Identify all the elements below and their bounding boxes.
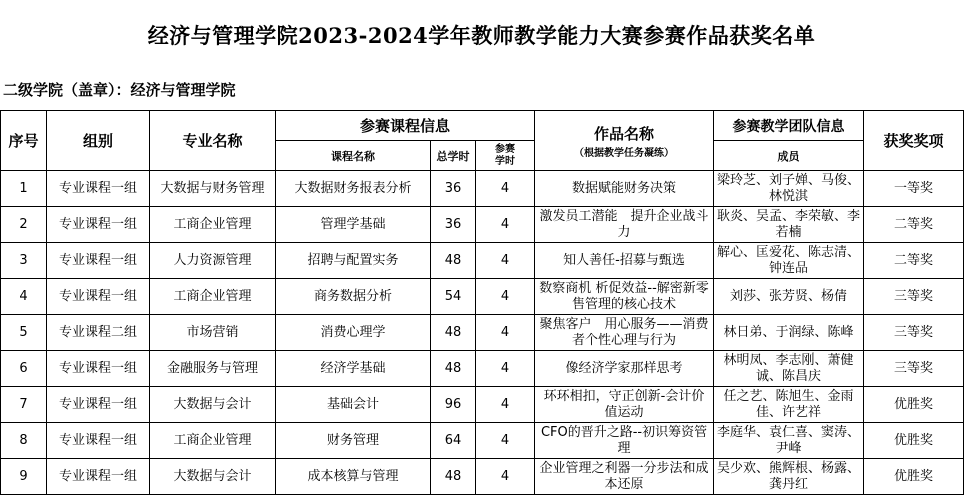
cell-group: 专业课程一组 [47, 243, 150, 279]
header-team-info: 参赛教学团队信息 [714, 111, 864, 141]
header-members: 成员 [714, 141, 864, 171]
cell-contest-hours: 4 [476, 279, 535, 315]
table-row [1, 387, 964, 423]
table-row [1, 351, 964, 387]
cell-group: 专业课程一组 [47, 207, 150, 243]
cell-group: 专业课程二组 [47, 315, 150, 351]
cell-contest-hours: 4 [476, 315, 535, 351]
cell-contest-hours: 4 [476, 459, 535, 495]
cell-award: 二等奖 [864, 207, 964, 243]
cell-index: 3 [1, 243, 47, 279]
cell-work-name: 环环相扣，守正创新-会计价值运动 [535, 387, 714, 423]
cell-course-name: 成本核算与管理 [276, 459, 431, 495]
cell-course-name: 消费心理学 [276, 315, 431, 351]
cell-major: 大数据与会计 [150, 387, 276, 423]
cell-award: 优胜奖 [864, 423, 964, 459]
cell-course-name: 商务数据分析 [276, 279, 431, 315]
cell-group: 专业课程一组 [47, 279, 150, 315]
cell-total-hours: 36 [431, 171, 476, 207]
cell-members: 李庭华、袁仁喜、窦涛、尹峰 [714, 423, 864, 459]
cell-total-hours: 48 [431, 351, 476, 387]
cell-index: 5 [1, 315, 47, 351]
header-course-info: 参赛课程信息 [276, 111, 535, 141]
cell-award: 三等奖 [864, 315, 964, 351]
cell-course-name: 基础会计 [276, 387, 431, 423]
cell-course-name: 大数据财务报表分析 [276, 171, 431, 207]
cell-award: 优胜奖 [864, 387, 964, 423]
cell-members: 解心、匡爱花、陈志清、钟连品 [714, 243, 864, 279]
cell-group: 专业课程一组 [47, 459, 150, 495]
header-index: 序号 [1, 111, 47, 171]
cell-contest-hours: 4 [476, 351, 535, 387]
cell-index: 9 [1, 459, 47, 495]
cell-major: 人力资源管理 [150, 243, 276, 279]
cell-total-hours: 48 [431, 315, 476, 351]
cell-index: 7 [1, 387, 47, 423]
cell-group: 专业课程一组 [47, 387, 150, 423]
cell-total-hours: 48 [431, 243, 476, 279]
table-row [1, 315, 964, 351]
cell-index: 4 [1, 279, 47, 315]
table-row [1, 423, 964, 459]
cell-contest-hours: 4 [476, 207, 535, 243]
cell-major: 金融服务与管理 [150, 351, 276, 387]
header-work-name-label: 作品名称 [594, 124, 655, 143]
cell-work-name: 数察商机 析促效益--解密新零售管理的核心技术 [535, 279, 714, 315]
cell-contest-hours: 4 [476, 171, 535, 207]
cell-members: 耿炎、吴孟、李荣敏、李若楠 [714, 207, 864, 243]
cell-total-hours: 54 [431, 279, 476, 315]
cell-members: 林日弟、于润绿、陈峰 [714, 315, 864, 351]
cell-index: 8 [1, 423, 47, 459]
cell-work-name: CFO的晋升之路--初识筹资管理 [535, 423, 714, 459]
award-table [0, 110, 964, 495]
header-total-hours: 总学时 [431, 141, 476, 171]
table-row [1, 171, 964, 207]
header-contest-hours [476, 141, 535, 171]
header-course-name: 课程名称 [276, 141, 431, 171]
cell-course-name: 管理学基础 [276, 207, 431, 243]
header-award: 获奖奖项 [864, 111, 964, 171]
cell-members: 吴少欢、熊辉根、杨露、龚丹红 [714, 459, 864, 495]
cell-group: 专业课程一组 [47, 351, 150, 387]
table-row [1, 243, 964, 279]
cell-contest-hours: 4 [476, 387, 535, 423]
cell-work-name: 数据赋能财务决策 [535, 171, 714, 207]
header-contest-hours-label: 参赛学时 [495, 143, 516, 167]
cell-index: 6 [1, 351, 47, 387]
cell-index: 1 [1, 171, 47, 207]
cell-major: 工商企业管理 [150, 207, 276, 243]
cell-members: 刘莎、张芳贤、杨倩 [714, 279, 864, 315]
cell-index: 2 [1, 207, 47, 243]
cell-award: 优胜奖 [864, 459, 964, 495]
cell-major: 工商企业管理 [150, 279, 276, 315]
cell-course-name: 经济学基础 [276, 351, 431, 387]
cell-group: 专业课程一组 [47, 171, 150, 207]
cell-award: 一等奖 [864, 171, 964, 207]
cell-work-name: 企业管理之利器一分步法和成本还原 [535, 459, 714, 495]
cell-major: 大数据与会计 [150, 459, 276, 495]
cell-contest-hours: 4 [476, 423, 535, 459]
header-work-note: （根据教学任务凝练） [574, 147, 675, 159]
table-row [1, 459, 964, 495]
cell-award: 三等奖 [864, 351, 964, 387]
cell-major: 大数据与财务管理 [150, 171, 276, 207]
cell-work-name: 聚焦客户 用心服务——消费者个性心理与行为 [535, 315, 714, 351]
cell-members: 梁玲芝、刘子婵、马俊、林悦淇 [714, 171, 864, 207]
cell-group: 专业课程一组 [47, 423, 150, 459]
cell-course-name: 财务管理 [276, 423, 431, 459]
cell-award: 三等奖 [864, 279, 964, 315]
header-work-name [535, 111, 714, 171]
header-group: 组别 [47, 111, 150, 171]
cell-members: 任之艺、陈旭生、金雨佳、许艺祥 [714, 387, 864, 423]
header-major: 专业名称 [150, 111, 276, 171]
cell-contest-hours: 4 [476, 243, 535, 279]
cell-total-hours: 48 [431, 459, 476, 495]
college-stamp-line: 二级学院（盖章）：经济与管理学院 [3, 81, 236, 99]
cell-total-hours: 36 [431, 207, 476, 243]
cell-major: 市场营销 [150, 315, 276, 351]
table-row [1, 279, 964, 315]
cell-work-name: 知人善任-招募与甄选 [535, 243, 714, 279]
cell-course-name: 招聘与配置实务 [276, 243, 431, 279]
cell-major: 工商企业管理 [150, 423, 276, 459]
cell-members: 林明凤、李志刚、萧健诚、陈昌庆 [714, 351, 864, 387]
cell-work-name: 像经济学家那样思考 [535, 351, 714, 387]
table-row [1, 207, 964, 243]
cell-award: 二等奖 [864, 243, 964, 279]
cell-work-name: 激发员工潜能 提升企业战斗力 [535, 207, 714, 243]
page-title: 经济与管理学院2023-2024学年教师教学能力大赛参赛作品获奖名单 [147, 23, 816, 48]
cell-total-hours: 64 [431, 423, 476, 459]
cell-total-hours: 96 [431, 387, 476, 423]
